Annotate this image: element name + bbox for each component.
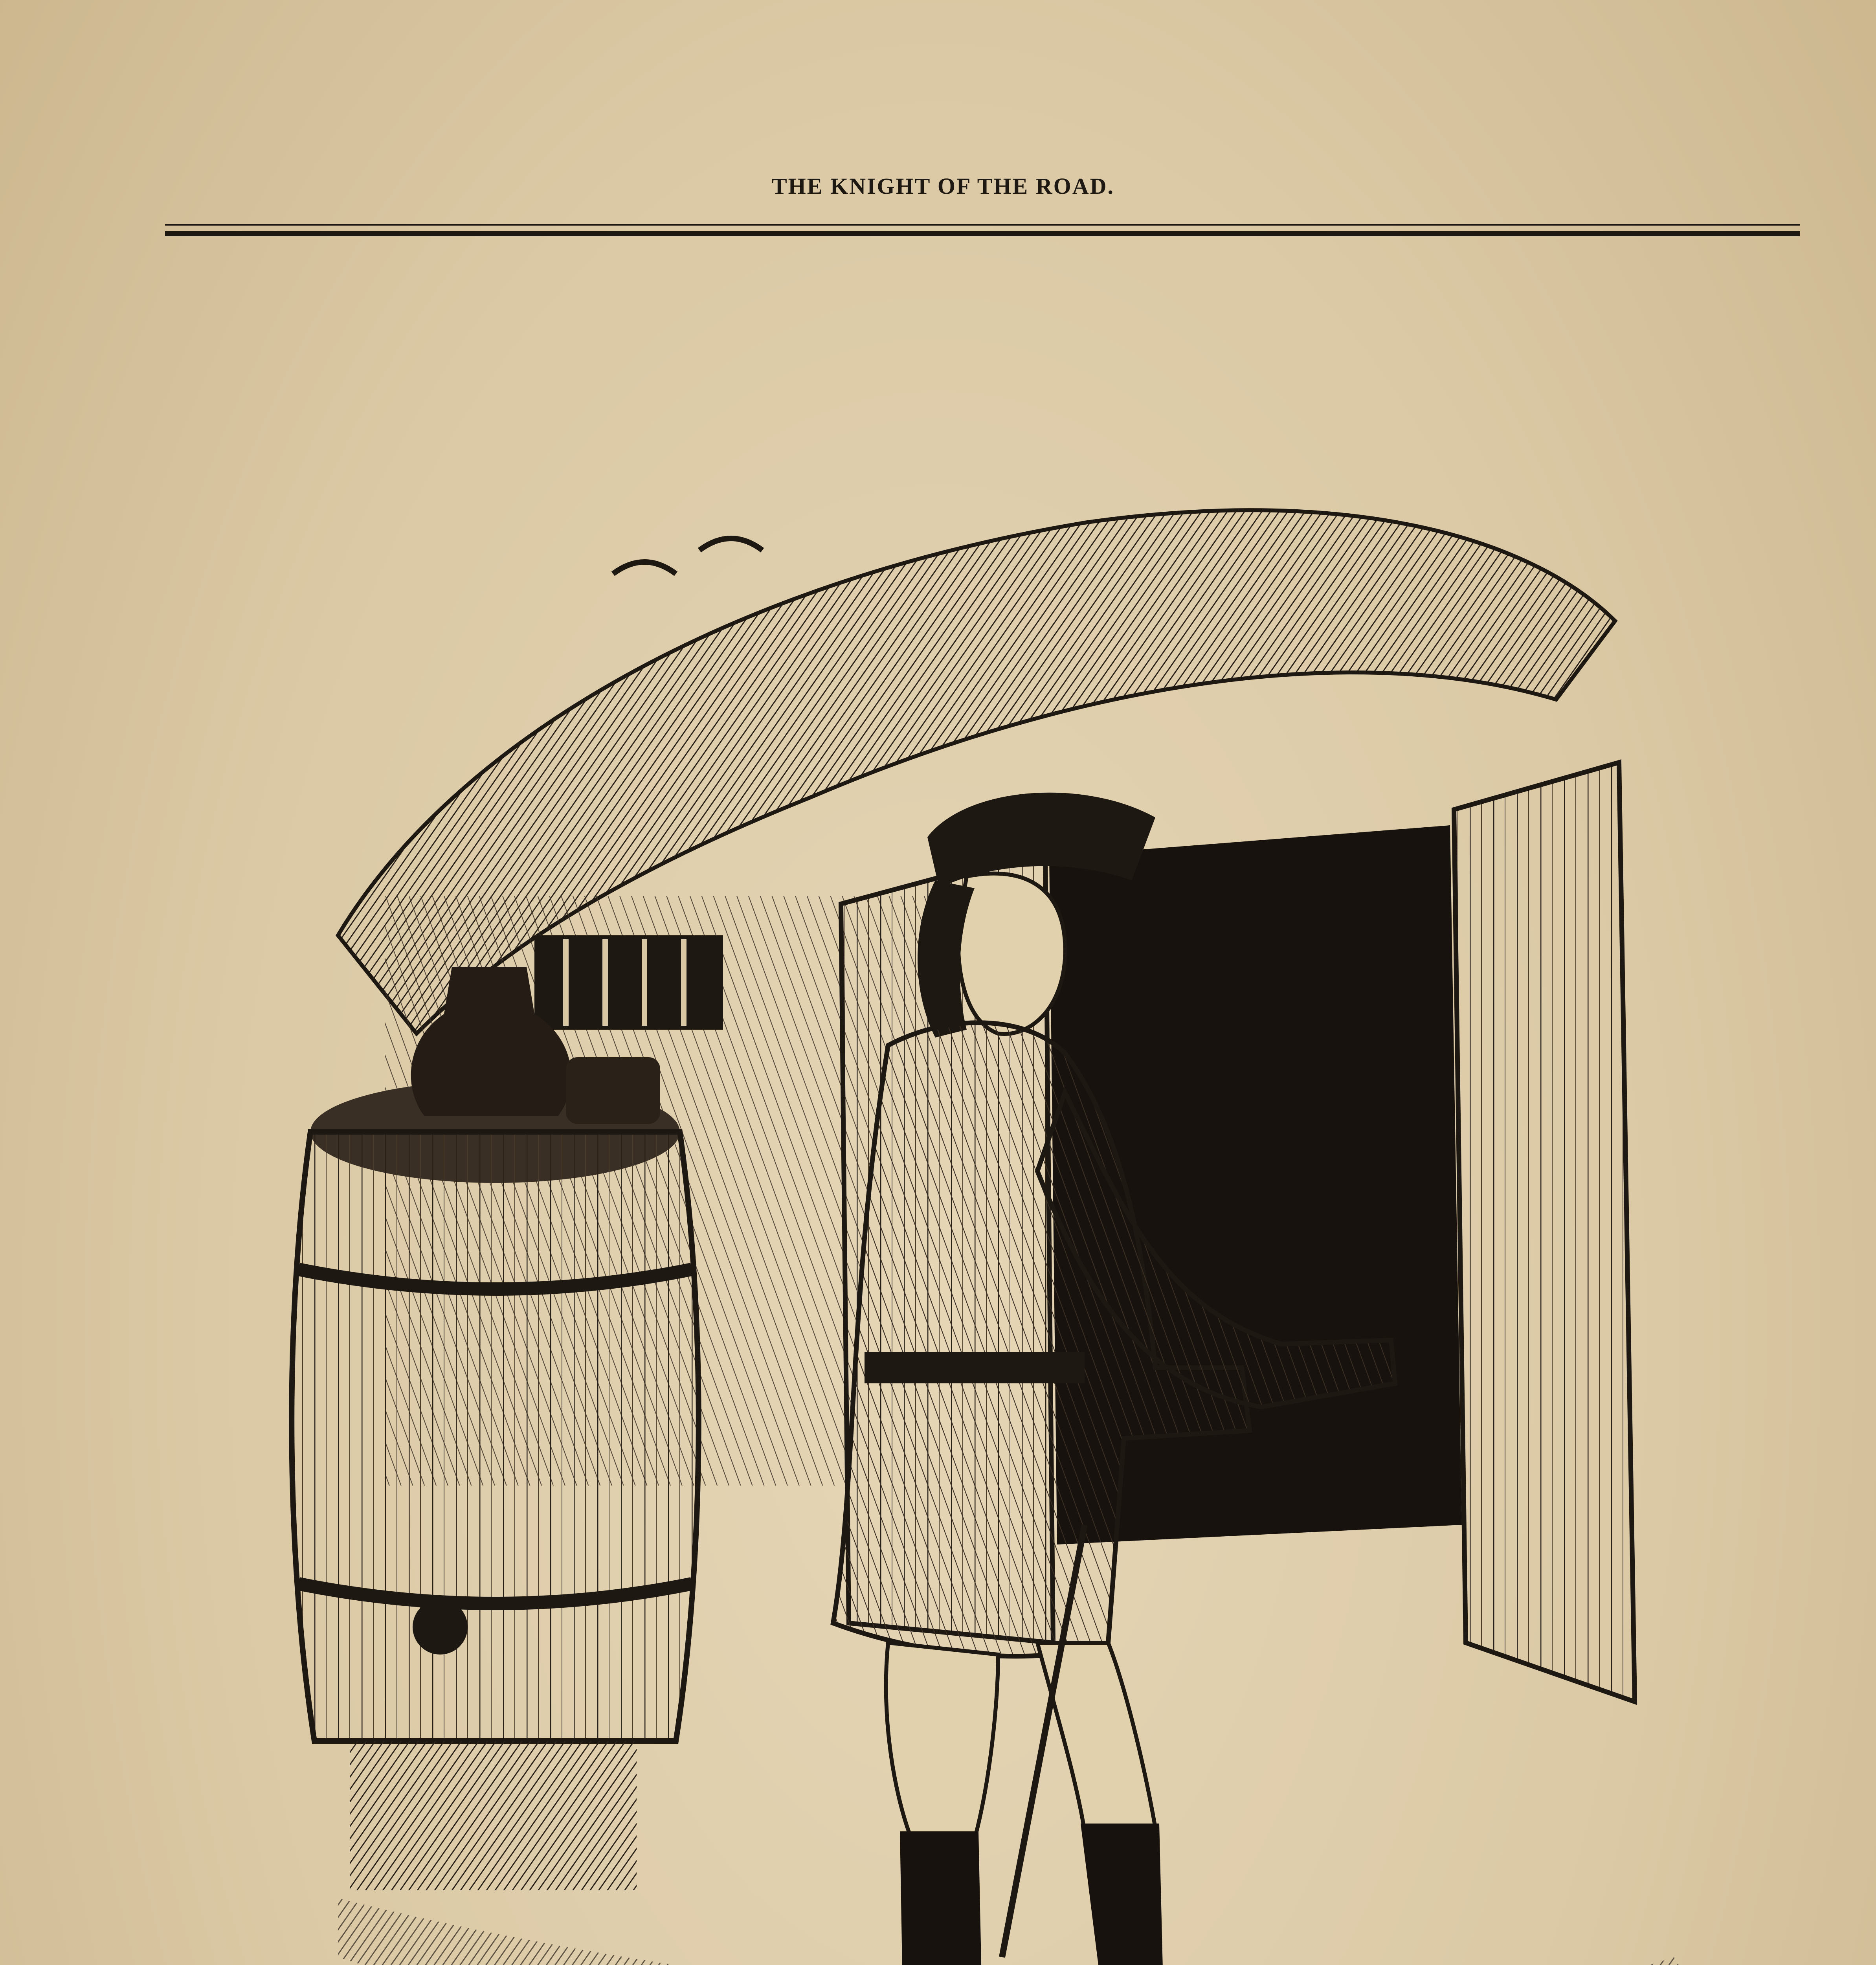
header-rule-thin [165, 224, 1800, 226]
engraving-svg [220, 346, 1737, 1965]
floor-straw [338, 1898, 1698, 1965]
engraving-illustration [220, 346, 1737, 1965]
header-rule-thick [165, 231, 1800, 236]
shed-window [534, 935, 723, 1030]
door-right [1454, 762, 1635, 1702]
birds [613, 538, 762, 574]
barrel [292, 1081, 699, 1890]
pot [566, 1057, 660, 1124]
running-title: THE KNIGHT OF THE ROAD. [771, 173, 1115, 199]
